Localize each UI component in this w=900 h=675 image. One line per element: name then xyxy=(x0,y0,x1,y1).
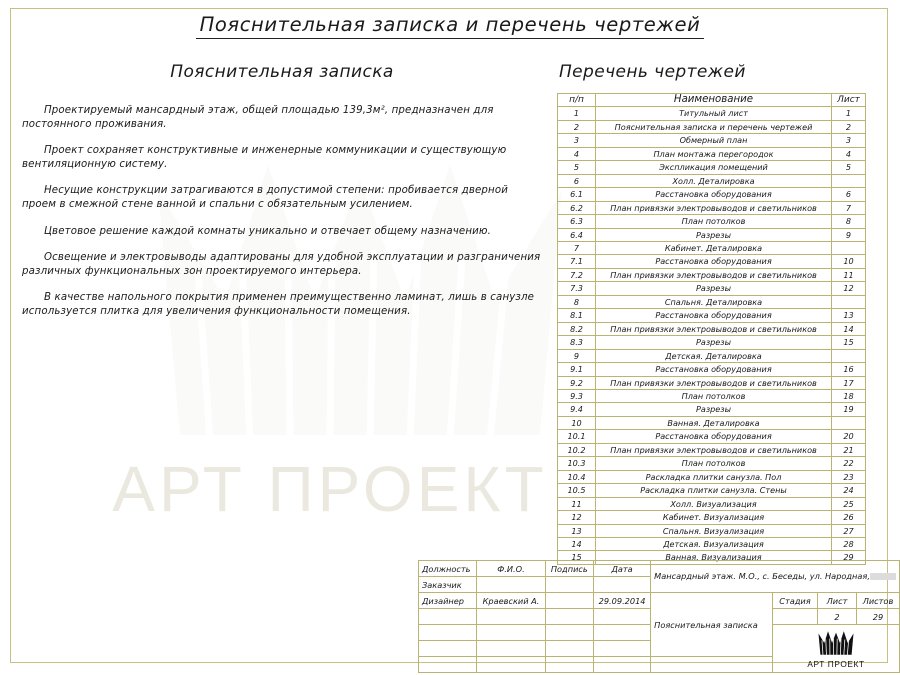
table-row xyxy=(558,443,866,456)
row-sheet-number: 3 xyxy=(832,134,866,147)
table-row xyxy=(558,376,866,389)
row-sheet-number: 21 xyxy=(832,443,866,456)
row-drawing-name: План привязки электровыводов и светильников xyxy=(596,443,832,456)
row-sheet-number: 5 xyxy=(832,161,866,174)
row-sheet-number: 20 xyxy=(832,430,866,443)
drawings-list-heading: Перечень чертежей xyxy=(559,62,746,82)
note-paragraph: В качестве напольного покрытия применен преимущественно ламинат, лишь в санузле используется плитка для увеличения функциональности помещения. xyxy=(22,292,535,317)
row-index: 6.3 xyxy=(558,215,596,228)
table-row xyxy=(558,120,866,133)
company-logo-cell xyxy=(772,625,899,673)
row-index: 13 xyxy=(558,524,596,537)
row-sheet-number: 7 xyxy=(832,201,866,214)
table-row xyxy=(558,363,866,376)
role-name-empty xyxy=(477,609,545,625)
role-date-empty xyxy=(593,609,650,625)
role-label-empty xyxy=(419,625,477,641)
sheet-label: Лист xyxy=(817,593,856,609)
row-sheet-number: 28 xyxy=(832,537,866,550)
row-drawing-name: Кабинет. Визуализация xyxy=(596,511,832,524)
table-row xyxy=(558,497,866,510)
title-block-table xyxy=(418,560,900,673)
role-name-empty xyxy=(477,625,545,641)
row-drawing-name: Расстановка оборудования xyxy=(596,430,832,443)
note-paragraph: Несущие конструкции затрагиваются в допустимой степени: пробивается дверной проем в смежной стене ванной и спальни с обязательным усилением. xyxy=(22,185,508,210)
document-name-text: Пояснительная записка xyxy=(654,619,758,630)
table-row xyxy=(558,188,866,201)
note-paragraph: Цветовое решение каждой комнаты уникально и отвечает общему назначению. xyxy=(44,225,492,237)
sheets-label: Листов xyxy=(856,593,899,609)
row-index: 5 xyxy=(558,161,596,174)
role-label-designer: Дизайнер xyxy=(419,593,477,609)
table-row xyxy=(558,134,866,147)
table-row xyxy=(558,295,866,308)
row-sheet-number: 22 xyxy=(832,457,866,470)
row-drawing-name: План привязки электровыводов и светильников xyxy=(596,376,832,389)
sheet-value: 2 xyxy=(817,609,856,625)
table-row xyxy=(558,524,866,537)
row-index: 8.2 xyxy=(558,322,596,335)
table-row xyxy=(558,322,866,335)
row-index: 10 xyxy=(558,416,596,429)
role-name-empty xyxy=(477,657,545,673)
role-name-empty xyxy=(477,641,545,657)
table-row xyxy=(558,241,866,254)
table-row xyxy=(558,147,866,160)
row-drawing-name: Детская. Визуализация xyxy=(596,537,832,550)
table-row xyxy=(558,389,866,402)
row-sheet-number: 25 xyxy=(832,497,866,510)
row-drawing-name: Детская. Деталировка xyxy=(596,349,832,362)
row-drawing-name: Разрезы xyxy=(596,228,832,241)
row-sheet-number: 24 xyxy=(832,484,866,497)
row-drawing-name: Экспликация помещений xyxy=(596,161,832,174)
row-drawing-name: Расстановка оборудования xyxy=(596,309,832,322)
row-index: 10.1 xyxy=(558,430,596,443)
table-row xyxy=(558,201,866,214)
table-row xyxy=(558,107,866,120)
row-index: 10.4 xyxy=(558,470,596,483)
row-sheet-number: 1 xyxy=(832,107,866,120)
row-drawing-name: Раскладка плитки санузла. Стены xyxy=(596,484,832,497)
row-sheet-number: 27 xyxy=(832,524,866,537)
table-row xyxy=(558,484,866,497)
role-date-empty xyxy=(593,641,650,657)
note-paragraph: Проект сохраняет конструктивные и инженерные коммуникации и существующую вентиляционную систему. xyxy=(22,145,507,170)
row-index: 6.4 xyxy=(558,228,596,241)
role-label-empty xyxy=(419,657,477,673)
row-sheet-number: 15 xyxy=(832,336,866,349)
row-index: 7.3 xyxy=(558,282,596,295)
table-row xyxy=(558,416,866,429)
stage-label: Стадия xyxy=(772,593,817,609)
row-drawing-name: Раскладка плитки санузла. Пол xyxy=(596,470,832,483)
table-row xyxy=(558,215,866,228)
row-index: 9.2 xyxy=(558,376,596,389)
row-drawing-name: Титульный лист xyxy=(596,107,832,120)
role-label-empty xyxy=(419,641,477,657)
row-drawing-name: Расстановка оборудования xyxy=(596,255,832,268)
row-index: 10.5 xyxy=(558,484,596,497)
row-sheet-number: 18 xyxy=(832,389,866,402)
row-sheet-number: 8 xyxy=(832,215,866,228)
role-name-customer xyxy=(477,577,545,593)
table-row xyxy=(558,282,866,295)
row-drawing-name: Разрезы xyxy=(596,336,832,349)
drawings-list-section xyxy=(557,62,866,565)
row-index: 14 xyxy=(558,537,596,550)
object-description-cell xyxy=(651,561,900,593)
title-block-header-position: Должность xyxy=(419,561,477,577)
row-index: 6.1 xyxy=(558,188,596,201)
row-index: 7 xyxy=(558,241,596,254)
table-row xyxy=(558,268,866,281)
role-label-empty xyxy=(419,609,477,625)
title-block-header-date: Дата xyxy=(593,561,650,577)
row-sheet-number: 12 xyxy=(832,282,866,295)
row-sheet-number xyxy=(832,295,866,308)
row-index: 1 xyxy=(558,107,596,120)
row-index: 8 xyxy=(558,295,596,308)
table-row xyxy=(558,228,866,241)
row-drawing-name: План привязки электровыводов и светильников xyxy=(596,322,832,335)
role-signature-empty xyxy=(545,657,593,673)
row-sheet-number xyxy=(832,241,866,254)
role-date-empty xyxy=(593,625,650,641)
row-index: 7.2 xyxy=(558,268,596,281)
explanatory-note-section xyxy=(22,62,542,332)
row-index: 9 xyxy=(558,349,596,362)
row-drawing-name: Разрезы xyxy=(596,282,832,295)
row-index: 10.2 xyxy=(558,443,596,456)
row-drawing-name: План потолков xyxy=(596,389,832,402)
table-row xyxy=(558,403,866,416)
page-title xyxy=(0,13,900,36)
column-header-sheet: Лист xyxy=(832,94,866,107)
row-sheet-number xyxy=(832,174,866,187)
table-row xyxy=(558,255,866,268)
title-block-header-row xyxy=(419,561,900,577)
row-drawing-name: Спальня. Визуализация xyxy=(596,524,832,537)
row-sheet-number: 11 xyxy=(832,268,866,281)
row-index: 6 xyxy=(558,174,596,187)
table-row xyxy=(558,511,866,524)
row-index: 11 xyxy=(558,497,596,510)
row-index: 9.3 xyxy=(558,389,596,402)
row-drawing-name: Ванная. Визуализация xyxy=(596,551,832,564)
row-sheet-number: 26 xyxy=(832,511,866,524)
column-header-name: Наименование xyxy=(596,94,832,107)
row-sheet-number: 17 xyxy=(832,376,866,389)
row-index: 10.3 xyxy=(558,457,596,470)
row-sheet-number: 14 xyxy=(832,322,866,335)
drawings-table xyxy=(557,93,866,565)
row-sheet-number: 6 xyxy=(832,188,866,201)
role-date-empty xyxy=(593,657,650,673)
object-description-text: Мансардный этаж. М.О., с. Беседы, ул. Народная, xyxy=(654,570,870,581)
title-block-header-signature: Подпись xyxy=(545,561,593,577)
row-index: 15 xyxy=(558,551,596,564)
note-paragraph: Освещение и электровыводы адаптированы для удобной эксплуатации и разграничения различных функциональных зон проектируемого интерьера. xyxy=(22,252,541,277)
row-drawing-name: Обмерный план xyxy=(596,134,832,147)
row-index: 9.1 xyxy=(558,363,596,376)
row-index: 3 xyxy=(558,134,596,147)
table-row xyxy=(558,457,866,470)
row-index: 9.4 xyxy=(558,403,596,416)
row-sheet-number: 4 xyxy=(832,147,866,160)
row-sheet-number: 29 xyxy=(832,551,866,564)
role-signature-empty xyxy=(545,625,593,641)
row-drawing-name: Ванная. Деталировка xyxy=(596,416,832,429)
note-paragraph: Проектируемый мансардный этаж, общей площадью 139,3м², предназначен для постоянного проживания. xyxy=(22,105,494,130)
row-index: 7.1 xyxy=(558,255,596,268)
row-drawing-name: План потолков xyxy=(596,215,832,228)
row-drawing-name: План потолков xyxy=(596,457,832,470)
row-drawing-name: План монтажа перегородок xyxy=(596,147,832,160)
row-index: 2 xyxy=(558,120,596,133)
company-logo-text: АРТ ПРОЕКТ xyxy=(807,658,865,669)
table-row xyxy=(558,161,866,174)
row-sheet-number: 13 xyxy=(832,309,866,322)
row-sheet-number: 10 xyxy=(832,255,866,268)
table-row xyxy=(558,174,866,187)
row-drawing-name: Кабинет. Деталировка xyxy=(596,241,832,254)
row-sheet-number: 2 xyxy=(832,120,866,133)
row-drawing-name: Холл. Деталировка xyxy=(596,174,832,187)
sheets-value: 29 xyxy=(856,609,899,625)
row-index: 8.1 xyxy=(558,309,596,322)
row-index: 4 xyxy=(558,147,596,160)
explanatory-note-heading: Пояснительная записка xyxy=(170,62,394,82)
redacted-address-block xyxy=(870,573,896,580)
table-row xyxy=(558,349,866,362)
role-signature-empty xyxy=(545,641,593,657)
crown-logo-icon xyxy=(815,630,857,656)
table-header-row xyxy=(558,94,866,107)
stage-value xyxy=(772,609,817,625)
row-sheet-number: 16 xyxy=(832,363,866,376)
title-block-header-name: Ф.И.О. xyxy=(477,561,545,577)
row-sheet-number xyxy=(832,349,866,362)
row-sheet-number: 23 xyxy=(832,470,866,483)
row-sheet-number: 19 xyxy=(832,403,866,416)
page-title-text: Пояснительная записка и перечень чертежей xyxy=(196,13,705,39)
row-drawing-name: Спальня. Деталировка xyxy=(596,295,832,308)
document-name-spacer xyxy=(651,657,773,673)
row-sheet-number: 9 xyxy=(832,228,866,241)
table-row xyxy=(558,336,866,349)
title-block-row-designer xyxy=(419,593,900,609)
table-row xyxy=(558,430,866,443)
role-signature-empty xyxy=(545,609,593,625)
column-header-index: п/п xyxy=(558,94,596,107)
row-index: 6.2 xyxy=(558,201,596,214)
row-drawing-name: Разрезы xyxy=(596,403,832,416)
row-drawing-name: Расстановка оборудования xyxy=(596,188,832,201)
row-index: 8.3 xyxy=(558,336,596,349)
row-drawing-name: План привязки электровыводов и светильников xyxy=(596,201,832,214)
role-date-designer: 29.09.2014 xyxy=(593,593,650,609)
title-block xyxy=(418,560,900,673)
role-signature-customer xyxy=(545,577,593,593)
row-index: 12 xyxy=(558,511,596,524)
document-name-cell xyxy=(651,593,773,657)
role-date-customer xyxy=(593,577,650,593)
table-row xyxy=(558,537,866,550)
table-row xyxy=(558,470,866,483)
watermark-text: АРТ ПРОЕКТ xyxy=(112,453,548,525)
table-row xyxy=(558,309,866,322)
row-sheet-number xyxy=(832,416,866,429)
row-drawing-name: План привязки электровыводов и светильников xyxy=(596,268,832,281)
role-label-customer: Заказчик xyxy=(419,577,477,593)
role-name-designer: Краевский А. xyxy=(477,593,545,609)
row-drawing-name: Холл. Визуализация xyxy=(596,497,832,510)
role-signature-designer xyxy=(545,593,593,609)
row-drawing-name: Пояснительная записка и перечень чертежей xyxy=(596,120,832,133)
row-drawing-name: Расстановка оборудования xyxy=(596,363,832,376)
